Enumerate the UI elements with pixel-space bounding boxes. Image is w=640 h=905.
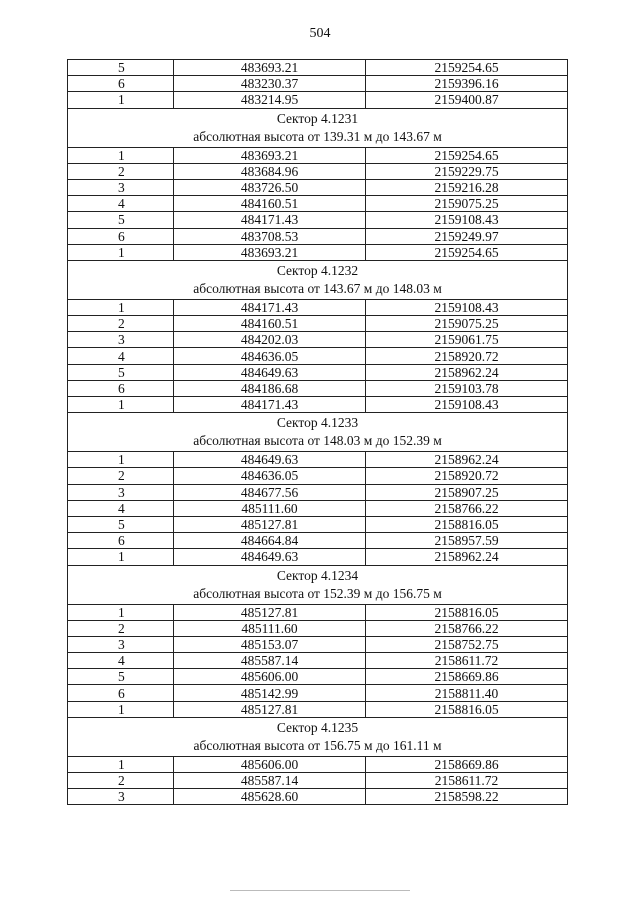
- coordinate-y: 2158766.22: [366, 620, 568, 636]
- coordinate-x: 484649.63: [174, 549, 366, 565]
- sector-header: [68, 717, 568, 756]
- coordinate-y: 2159108.43: [366, 397, 568, 413]
- coordinate-y: 2158752.75: [366, 636, 568, 652]
- coordinate-y: 2159103.78: [366, 380, 568, 396]
- coordinate-x: 483726.50: [174, 179, 366, 195]
- coordinate-x: 483708.53: [174, 228, 366, 244]
- coordinate-y: 2158907.25: [366, 484, 568, 500]
- coordinate-x: 483693.21: [174, 147, 366, 163]
- point-number: 6: [68, 76, 174, 92]
- coordinate-y: 2159075.25: [366, 196, 568, 212]
- point-number: 3: [68, 179, 174, 195]
- coordinate-x: 485606.00: [174, 756, 366, 772]
- table-row: [68, 669, 568, 685]
- table-row: [68, 701, 568, 717]
- point-number: 3: [68, 484, 174, 500]
- coordinate-x: 485153.07: [174, 636, 366, 652]
- coordinate-x: 483230.37: [174, 76, 366, 92]
- point-number: 5: [68, 60, 174, 76]
- coordinate-y: 2159108.43: [366, 299, 568, 315]
- sector-title: Сектор 4.1231: [276, 110, 359, 126]
- point-number: 3: [68, 636, 174, 652]
- coordinate-y: 2158669.86: [366, 756, 568, 772]
- coordinate-y: 2159400.87: [366, 92, 568, 108]
- sector-title: Сектор 4.1233: [276, 415, 359, 431]
- coordinate-x: 484171.43: [174, 299, 366, 315]
- sector-altitude-range: абсолютная высота от 143.67 м до 148.03 м: [193, 280, 442, 296]
- coordinate-x: 484664.84: [174, 533, 366, 549]
- sector-altitude-range: абсолютная высота от 148.03 м до 152.39 м: [193, 433, 442, 449]
- point-number: 6: [68, 228, 174, 244]
- coordinate-x: 484636.05: [174, 348, 366, 364]
- coordinate-y: 2158816.05: [366, 604, 568, 620]
- coordinate-x: 485111.60: [174, 620, 366, 636]
- table-row: [68, 299, 568, 315]
- point-number: 2: [68, 773, 174, 789]
- coordinate-y: 2158957.59: [366, 533, 568, 549]
- coordinate-y: 2159254.65: [366, 60, 568, 76]
- sector-header-row: [68, 413, 568, 452]
- coordinate-x: 485127.81: [174, 516, 366, 532]
- table-row: [68, 60, 568, 76]
- table-row: [68, 756, 568, 772]
- table-row: [68, 380, 568, 396]
- coordinate-y: 2158816.05: [366, 516, 568, 532]
- table-row: [68, 244, 568, 260]
- point-number: 6: [68, 685, 174, 701]
- sector-header: [68, 108, 568, 147]
- sector-header-row: [68, 260, 568, 299]
- table-row: [68, 549, 568, 565]
- coordinate-y: 2158962.24: [366, 364, 568, 380]
- table-row: [68, 773, 568, 789]
- point-number: 5: [68, 212, 174, 228]
- point-number: 1: [68, 92, 174, 108]
- table-row: [68, 452, 568, 468]
- table-row: [68, 147, 568, 163]
- sector-title: Сектор 4.1234: [276, 567, 359, 583]
- coordinate-y: 2159229.75: [366, 163, 568, 179]
- point-number: 1: [68, 604, 174, 620]
- point-number: 5: [68, 516, 174, 532]
- point-number: 4: [68, 500, 174, 516]
- point-number: 1: [68, 701, 174, 717]
- coordinates-table-body: [68, 60, 568, 805]
- coordinate-x: 483693.21: [174, 244, 366, 260]
- point-number: 3: [68, 789, 174, 805]
- coordinate-y: 2159254.65: [366, 244, 568, 260]
- coordinate-y: 2158611.72: [366, 773, 568, 789]
- coordinate-x: 485587.14: [174, 773, 366, 789]
- coordinate-x: 484160.51: [174, 316, 366, 332]
- coordinate-y: 2158962.24: [366, 452, 568, 468]
- point-number: 4: [68, 196, 174, 212]
- coordinate-y: 2159254.65: [366, 147, 568, 163]
- table-row: [68, 364, 568, 380]
- sector-header-row: [68, 108, 568, 147]
- coordinate-x: 484160.51: [174, 196, 366, 212]
- coordinate-y: 2158816.05: [366, 701, 568, 717]
- coordinate-x: 485127.81: [174, 701, 366, 717]
- table-row: [68, 500, 568, 516]
- coordinate-x: 483214.95: [174, 92, 366, 108]
- coordinate-y: 2159075.25: [366, 316, 568, 332]
- coordinate-x: 485606.00: [174, 669, 366, 685]
- sector-title: Сектор 4.1232: [276, 262, 359, 278]
- point-number: 1: [68, 397, 174, 413]
- table-row: [68, 653, 568, 669]
- coordinate-y: 2158669.86: [366, 669, 568, 685]
- coordinate-y: 2158598.22: [366, 789, 568, 805]
- table-row: [68, 484, 568, 500]
- point-number: 2: [68, 163, 174, 179]
- table-row: [68, 332, 568, 348]
- coordinate-y: 2158766.22: [366, 500, 568, 516]
- coordinate-y: 2159061.75: [366, 332, 568, 348]
- sector-altitude-range: абсолютная высота от 156.75 м до 161.11 м: [193, 737, 442, 753]
- sector-altitude-range: абсолютная высота от 139.31 м до 143.67 м: [193, 128, 442, 144]
- page-number: 504: [309, 26, 331, 41]
- table-row: [68, 196, 568, 212]
- sector-header-row: [68, 565, 568, 604]
- coordinate-y: 2159216.28: [366, 179, 568, 195]
- point-number: 1: [68, 244, 174, 260]
- table-row: [68, 397, 568, 413]
- point-number: 5: [68, 669, 174, 685]
- table-row: [68, 212, 568, 228]
- table-row: [68, 76, 568, 92]
- table-row: [68, 604, 568, 620]
- point-number: 1: [68, 299, 174, 315]
- point-number: 4: [68, 348, 174, 364]
- coordinate-x: 484677.56: [174, 484, 366, 500]
- coordinate-x: 484171.43: [174, 212, 366, 228]
- table-row: [68, 316, 568, 332]
- sector-title: Сектор 4.1235: [276, 719, 359, 735]
- coordinate-x: 485111.60: [174, 500, 366, 516]
- table-row: [68, 163, 568, 179]
- table-row: [68, 789, 568, 805]
- coordinate-x: 484171.43: [174, 397, 366, 413]
- table-row: [68, 533, 568, 549]
- sector-header: [68, 565, 568, 604]
- coordinate-y: 2159108.43: [366, 212, 568, 228]
- coordinate-y: 2158920.72: [366, 348, 568, 364]
- coordinate-x: 485127.81: [174, 604, 366, 620]
- coordinate-y: 2159249.97: [366, 228, 568, 244]
- coordinate-x: 485587.14: [174, 653, 366, 669]
- point-number: 4: [68, 653, 174, 669]
- table-row: [68, 685, 568, 701]
- coordinate-x: 484636.05: [174, 468, 366, 484]
- coordinate-x: 484649.63: [174, 452, 366, 468]
- point-number: 1: [68, 452, 174, 468]
- table-row: [68, 516, 568, 532]
- coordinate-x: 484202.03: [174, 332, 366, 348]
- point-number: 1: [68, 147, 174, 163]
- table-row: [68, 468, 568, 484]
- coordinate-y: 2158611.72: [366, 653, 568, 669]
- coordinate-x: 484649.63: [174, 364, 366, 380]
- coordinate-x: 485628.60: [174, 789, 366, 805]
- sector-altitude-range: абсолютная высота от 152.39 м до 156.75 м: [193, 585, 442, 601]
- coordinate-x: 483693.21: [174, 60, 366, 76]
- point-number: 5: [68, 364, 174, 380]
- coordinate-y: 2158962.24: [366, 549, 568, 565]
- coordinate-x: 484186.68: [174, 380, 366, 396]
- coordinate-y: 2159396.16: [366, 76, 568, 92]
- table-row: [68, 636, 568, 652]
- point-number: 1: [68, 756, 174, 772]
- point-number: 2: [68, 468, 174, 484]
- sector-header-row: [68, 717, 568, 756]
- point-number: 2: [68, 620, 174, 636]
- point-number: 2: [68, 316, 174, 332]
- point-number: 3: [68, 332, 174, 348]
- table-row: [68, 179, 568, 195]
- sector-header: [68, 413, 568, 452]
- coordinate-y: 2158811.40: [366, 685, 568, 701]
- scan-artifact-line: [230, 890, 410, 891]
- coordinate-y: 2158920.72: [366, 468, 568, 484]
- coordinates-table: [67, 59, 568, 805]
- table-row: [68, 348, 568, 364]
- coordinate-x: 483684.96: [174, 163, 366, 179]
- coordinate-x: 485142.99: [174, 685, 366, 701]
- table-row: [68, 92, 568, 108]
- sector-header: [68, 260, 568, 299]
- table-row: [68, 228, 568, 244]
- table-row: [68, 620, 568, 636]
- point-number: 6: [68, 533, 174, 549]
- point-number: 1: [68, 549, 174, 565]
- point-number: 6: [68, 380, 174, 396]
